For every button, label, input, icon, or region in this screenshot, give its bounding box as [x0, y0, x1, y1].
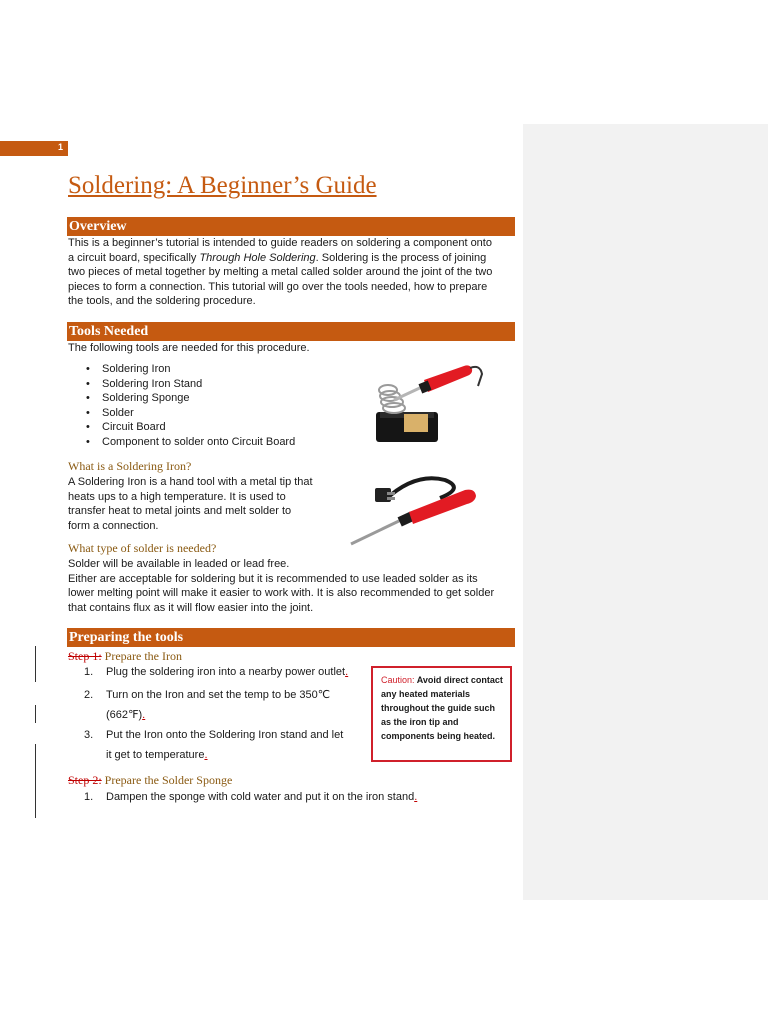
- list-item: [68, 790, 488, 805]
- paragraph-line: Solder will be available in leaded or lead free.: [68, 558, 290, 570]
- overview-line: the tools, and the soldering procedure.: [68, 295, 256, 308]
- revision-change-bar: [35, 646, 36, 682]
- step-1-list: [68, 665, 368, 765]
- step-2-heading: [68, 773, 232, 788]
- paragraph-line: lower melting point will make it easier to work with. It is also recommended to get solder: [68, 587, 495, 600]
- item-text: it get to temperature: [106, 749, 205, 761]
- step-2-list: [68, 790, 488, 805]
- item-number: 3.: [84, 729, 94, 741]
- item-text: Dampen the sponge with cold water and put it on the iron stand: [106, 791, 415, 803]
- inserted-text: .: [142, 709, 146, 721]
- item-number: 2.: [84, 689, 94, 701]
- page-number: 1: [57, 142, 63, 152]
- revision-change-bar: [35, 744, 36, 818]
- paragraph-line: A Soldering Iron is a hand tool with a metal tip that: [68, 476, 313, 488]
- what-is-iron-paragraph: [68, 475, 338, 533]
- paragraph-line: Either are acceptable for soldering but it is recommended to use leaded solder as its: [68, 572, 478, 585]
- revision-change-bar: [35, 705, 36, 723]
- overview-text: . Soldering is the process of joining: [315, 251, 487, 264]
- tools-intro: The following tools are needed for this procedure.: [68, 342, 310, 354]
- overview-line: This is a beginner’s tutorial is intended to guide readers on soldering a component onto: [68, 237, 492, 249]
- caution-label: Caution:: [381, 675, 415, 685]
- caution-text: Avoid direct contact any heated materials throughout the guide such as the iron tip and components being heated.: [381, 675, 503, 741]
- tools-heading: Tools Needed: [67, 322, 515, 341]
- inserted-text: .: [414, 791, 418, 803]
- overview-text: a circuit board, specifically: [68, 251, 200, 264]
- list-item: • Circuit Board: [68, 420, 295, 435]
- deleted-text: Step 1:: [68, 649, 102, 663]
- what-is-iron-heading: What is a Soldering Iron?: [68, 459, 192, 473]
- list-item: • Component to solder onto Circuit Board: [68, 435, 295, 450]
- list-item: • Soldering Sponge: [68, 391, 295, 406]
- soldering-iron-image: [345, 470, 495, 550]
- list-item: [68, 685, 368, 725]
- paragraph-line: heats ups to a high temperature. It is used to: [68, 490, 286, 503]
- overview-line: two pieces of metal together by melting a metal called solder around the joint of the two: [68, 266, 493, 279]
- list-item: [68, 665, 368, 680]
- soldering-iron-stand-image: [366, 356, 501, 452]
- paragraph-line: transfer heat to metal joints and melt solder to: [68, 505, 292, 518]
- solder-type-heading: What type of solder is needed?: [68, 541, 217, 555]
- item-text: Put the Iron onto the Soldering Iron stand and let: [106, 729, 344, 741]
- item-text: Turn on the Iron and set the temp to be 350℃: [106, 689, 331, 701]
- preparing-heading: Preparing the tools: [67, 628, 515, 647]
- paragraph-line: form a connection.: [68, 519, 159, 532]
- list-item: [68, 725, 368, 765]
- step-1-heading: [68, 649, 182, 664]
- overview-line: pieces to form a connection. This tutorial will go over the tools needed, how to prepare: [68, 280, 488, 293]
- item-number: 1.: [84, 666, 94, 678]
- overview-heading: Overview: [67, 217, 515, 236]
- step-title: Prepare the Iron: [101, 649, 182, 663]
- page-number-tab: [0, 141, 68, 156]
- item-text: (662℉): [106, 709, 143, 721]
- list-item: • Soldering Iron Stand: [68, 377, 295, 392]
- overview-paragraph: [68, 236, 516, 309]
- tools-list: [68, 362, 295, 449]
- caution-box: [371, 666, 512, 762]
- step-title: Prepare the Solder Sponge: [101, 773, 233, 787]
- comment-pane: [523, 124, 768, 900]
- paragraph-line: that contains flux as it will flow easier into the joint.: [68, 601, 314, 614]
- overview-emphasis: Through Hole Soldering: [199, 251, 316, 264]
- list-item: • Soldering Iron: [68, 362, 295, 377]
- item-text: Plug the soldering iron into a nearby power outlet: [106, 666, 346, 678]
- item-number: 1.: [84, 791, 94, 803]
- list-item: • Solder: [68, 406, 295, 421]
- overview-line: [68, 251, 516, 266]
- inserted-text: .: [204, 749, 208, 761]
- solder-type-paragraph: [68, 557, 516, 615]
- document-title: Soldering: A Beginner’s Guide: [68, 172, 377, 199]
- deleted-text: Step 2:: [68, 773, 102, 787]
- inserted-text: .: [345, 666, 349, 678]
